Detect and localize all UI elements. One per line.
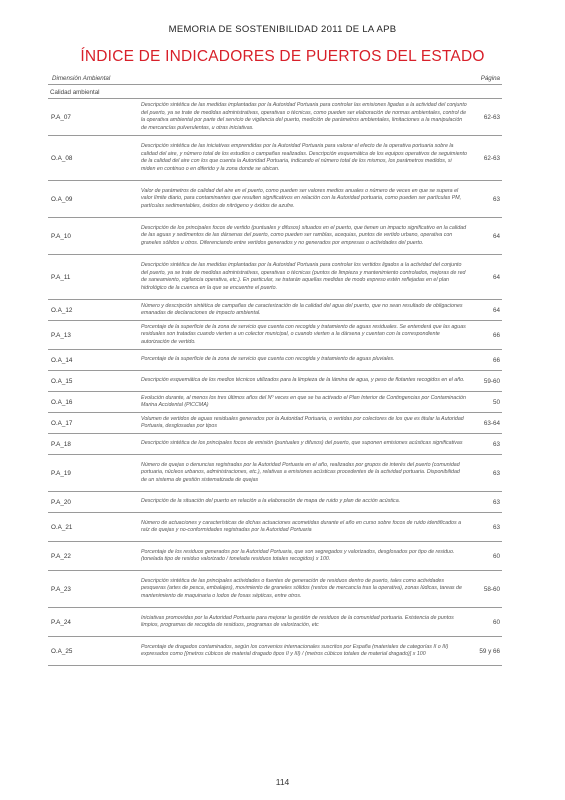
indicator-description: Porcentaje de los residuos generados por la Autoridad Portuaria, que son segregados y valorizados, desglosados por tipo de residuo. (tonelada tipo de residuo valorizado / tonelada residuos totales recogidos) x 100. — [141, 548, 455, 562]
indicator-page: 64 — [492, 273, 500, 281]
indicator-code: P.A_23 — [51, 585, 71, 593]
table-row — [48, 181, 502, 218]
table-row — [48, 455, 502, 492]
indicator-page: 60 — [492, 552, 500, 560]
indicator-description: Descripción sintética de las medidas implantadas por la Autoridad Portuaria para controlar los vertidos ligados a la actividad del conjunto del puerto, ya se trate de medidas administrativas, operativas o técnicas (puntos de limpieza y mantenimiento controlados, mejoras de red de saneamiento, vigilancia operativa, etc.). En particular, se tratarán aquellas medidas de modo expreso estén reflejadas en el plan hidrológico de la cuenca en la que se encuentre el puerto. — [141, 262, 466, 291]
table-row — [48, 542, 502, 571]
indicator-page: 63 — [492, 440, 500, 448]
table-row — [48, 392, 502, 413]
indicator-code: P.A_19 — [51, 469, 71, 477]
table-row — [48, 513, 502, 542]
indicator-code: O.A_12 — [51, 306, 73, 314]
table-row — [48, 608, 502, 637]
indicator-page: 50 — [492, 398, 500, 406]
indicator-description: Evolución durante, al menos los tres últimos años del Nº veces en que se ha activado el Plan Interior de Contingencias por Contaminación Marina Accidental (PICCMA) — [141, 394, 466, 408]
column-dimension: Dimensión Ambiental — [52, 75, 111, 82]
indicator-description: Iniciativas promovidas por la Autoridad Portuaria para mejorar la gestión de residuos de la comunidad portuaria. Existencia de puntos limpios, programas de recogida de residuos, programas de valorización, etc — [141, 614, 454, 628]
indicator-page: 62-63 — [483, 113, 500, 121]
indicator-page: 66 — [492, 331, 500, 339]
indicator-code: P.A_07 — [51, 113, 71, 121]
indicator-code: O.A_14 — [51, 356, 73, 364]
indicator-code: O.A_16 — [51, 398, 73, 406]
indicator-description: Descripción sintética de las iniciativas emprendidas por la Autoridad Portuaria para valorar el efecto de la operativa portuaria sobre la calidad del aire, y número total de los estudios o campañas realizadas. Descripción esquemática de los equipos operativos de seguimiento de la calidad del aire con los que cuenta la Autoridad Portuaria, indicando el número total de los mismos, los parámetros medidos, si miden en continuo o en diferido y la zona donde se ubican. — [141, 143, 467, 172]
table-row — [48, 321, 502, 350]
table-header — [48, 70, 502, 85]
indicator-description: Descripción sintética de las medidas implantadas por la Autoridad Portuaria para controlar las emisiones ligadas a la actividad del conjunto del puerto, ya se trate de medidas administrativas, operativas o técnicas, como pueden ser elaboración de normas ambientales, control de la operativa ambiental por parte del servicio de vigilancia del puerto, medición de parámetros ambientales, limitaciones a la manipulación de mercancías pulverulentas, u otras iniciativas. — [141, 102, 467, 131]
table-row — [48, 492, 502, 513]
indicator-description: Descripción sintética de las principales actividades o fuentes de generación de residuos dentro de puerto, tales como actividades pesqueras (artes de pesca, embalajes), movimiento de graneles sólidos (restos de mercancía tras la operativa), zonas lúdicas, tareas de mantenimiento de maquinaria o lodos de fosas sépticas, entre otros. — [141, 577, 462, 599]
indicator-description: Descripción de la situación del puerto en relación a la elaboración de mapa de ruido y plan de acción acústica. — [141, 498, 401, 505]
table-row — [48, 99, 502, 136]
indicator-code: O.A_15 — [51, 377, 73, 385]
indicator-code: P.A_24 — [51, 618, 71, 626]
indicator-code: O.A_09 — [51, 195, 73, 203]
indicator-page: 63 — [492, 195, 500, 203]
indicator-description: Descripción sintética de los principales focos de emisión (puntuales y difusos) del puerto, que suponen emisiones acústicas significativas — [141, 440, 463, 447]
table-row — [48, 413, 502, 434]
indicator-page: 64 — [492, 306, 500, 314]
indicator-description: Volumen de vertidos de aguas residuales generados por la Autoridad Portuaria, o vertidas por colectores de los que es titular la Autoridad Portuaria, desglosadas por tipos — [141, 415, 464, 429]
indicator-code: P.A_11 — [51, 273, 71, 281]
indicator-page: 60 — [492, 618, 500, 626]
section-label: Calidad ambiental — [48, 85, 502, 99]
indicator-code: P.A_10 — [51, 232, 71, 240]
indicator-page: 63 — [492, 498, 500, 506]
indicator-page: 66 — [492, 356, 500, 364]
indicator-page: 63 — [492, 469, 500, 477]
document-header: MEMORIA DE SOSTENIBILIDAD 2011 DE LA APB — [168, 24, 397, 35]
indicator-page: 62-63 — [483, 154, 500, 162]
table-row — [48, 434, 502, 455]
indicator-description: Porcentaje de la superficie de la zona de servicio que cuenta con recogida y tratamiento de aguas residuales. Se entenderá que las aguas residuales son tratadas cuando vierten a un colector municipal, o cuando vierten a la dársena y cuentan con la correspondiente autorización de vertido. — [141, 323, 466, 345]
indicator-code: O.A_25 — [51, 647, 73, 655]
indicator-page: 63 — [492, 523, 500, 531]
table-row — [48, 300, 502, 321]
table-row — [48, 255, 502, 300]
table-row — [48, 218, 502, 255]
table-row — [48, 571, 502, 608]
indicator-code: P.A_13 — [51, 331, 71, 339]
indicator-code: P.A_20 — [51, 498, 71, 506]
page-number: 114 — [275, 777, 290, 787]
indicator-description: Porcentaje de dragados contaminados, según los convenios internacionales suscritos por España (materiales de categorías II o III) expresados como [(metros cúbicos de material dragado tipos II y III) / (metros cúbicos totales de material dragado)] x 100 — [141, 643, 449, 657]
indicator-code: O.A_21 — [51, 523, 73, 531]
indicator-page: 59 y 66 — [479, 647, 500, 655]
indicator-page: 59-60 — [483, 377, 500, 385]
indicator-code: P.A_18 — [51, 440, 71, 448]
column-page: Página — [480, 75, 500, 82]
indicator-code: P.A_22 — [51, 552, 71, 560]
indicator-page: 64 — [492, 232, 500, 240]
indicator-description: Descripción de los principales focos de vertido (puntuales y difusos) situados en el puerto, que tienen un impacto significativo en la calidad de las aguas y sedimentos de las dársenas del puerto, como pueden ser ramblas, acequias, puntos de vertido urbano, operativa con graneles sólidos u otros. Diferenciando entre vertidos generados y no generados por empresas o actividades del puerto. — [141, 224, 467, 246]
indicators-table — [48, 70, 502, 666]
table-row — [48, 637, 502, 666]
indicator-description: Descripción esquemática de los medios técnicos utilizados para la limpieza de la lámina de agua, y peso de flotantes recogidos en el año. — [141, 377, 465, 384]
table-row — [48, 371, 502, 392]
indicator-description: Número y descripción sintética de campañas de caracterización de la calidad del agua del puerto, que no sean resultado de obligaciones emanadas de declaraciones de impacto ambiental. — [141, 302, 463, 316]
indicator-description: Número de quejas o denuncias registradas por la Autoridad Portuaria en el año, realizadas por grupos de interés del puerto (comunidad portuaria, núcleos urbanos, administraciones, etc.), relativas a emisiones acústicas procedentes de la actividad portuaria. Disponibilidad de un sistema de gestión sistematizada de quejas — [141, 461, 460, 483]
table-body — [48, 99, 502, 666]
table-row — [48, 350, 502, 371]
table-row — [48, 136, 502, 181]
indicator-code: O.A_17 — [51, 419, 73, 427]
indicator-description: Porcentaje de la superficie de la zona de servicio que cuenta con recogida y tratamiento de aguas pluviales. — [141, 356, 395, 363]
indicator-page: 58-60 — [483, 585, 500, 593]
indicator-description: Valor de parámetros de calidad del aire en el puerto, como pueden ser valores medios anuales o número de veces en que se supera el valor límite diario, para contaminantes que resulten significativos en relación con la Autoridad portuaria, como pueden ser partículas PM, partículas sedimentables, óxidos de nitrógeno y óxidos de azufre. — [141, 187, 462, 209]
indicator-page: 63-64 — [483, 419, 500, 427]
indicator-code: O.A_08 — [51, 154, 73, 162]
page-title: ÍNDICE DE INDICADORES DE PUERTOS DEL ESTADO — [80, 48, 485, 65]
indicator-description: Número de actuaciones y características de dichas actuaciones acometidas durante el año en curso sobre focos de ruido identificados a raíz de quejas y no-conformidades registradas por la Autoridad Portuaria — [141, 519, 462, 533]
